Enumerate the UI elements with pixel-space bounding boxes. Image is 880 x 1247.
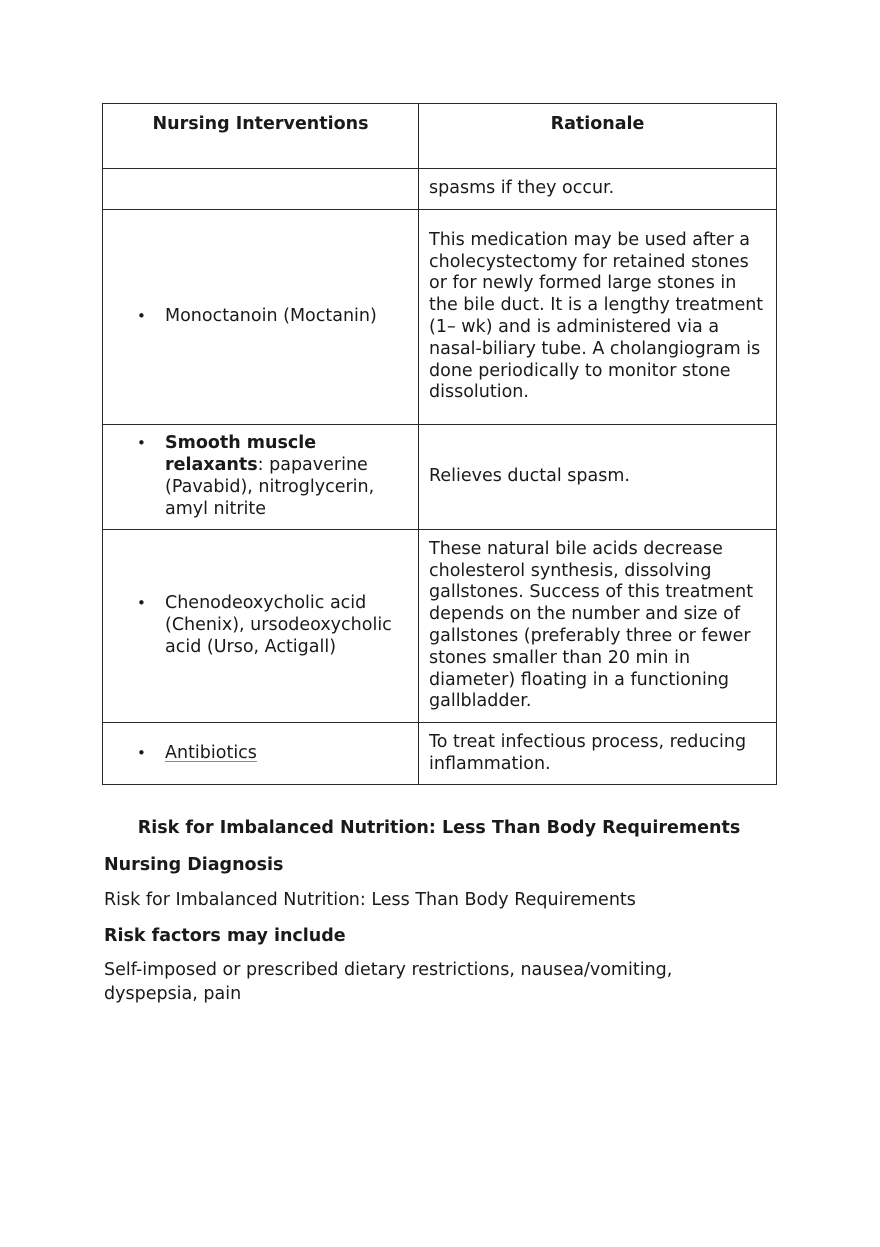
header-rationale: Rationale <box>419 104 777 169</box>
risk-factors-text: Self-imposed or prescribed dietary restrictions, nausea/vomiting, dyspepsia, pain <box>104 960 673 1004</box>
table-row <box>103 210 777 425</box>
intervention-cell <box>103 530 419 723</box>
section-title: Risk for Imbalanced Nutrition: Less Than Body Requirements <box>137 818 741 838</box>
intervention-text: Monoctanoin (Moctanin) <box>165 306 377 327</box>
table-row <box>103 425 777 530</box>
intervention-cell <box>103 425 419 530</box>
bullet-icon: • <box>137 594 146 613</box>
header-interventions: Nursing Interventions <box>103 104 419 169</box>
intervention-bold-label: Smooth muscle relaxants <box>165 433 317 476</box>
table-row <box>103 169 777 210</box>
table-header-row <box>103 104 777 169</box>
rationale-cell: This medication may be used after a cholecystectomy for retained stones or for newly formed large stones in the bile duct. It is a lengthy treatment (1– wk) and is administered via a nasal-biliary tube. A cholangiogram is done periodically to monitor stone dissolution. <box>419 210 777 425</box>
bullet-icon: • <box>137 743 146 762</box>
table-row <box>103 530 777 723</box>
intervention-text: Chenodeoxycholic acid (Chenix), ursodeoxycholic acid (Urso, Actigall) <box>165 593 392 657</box>
care-plan-table <box>102 103 777 785</box>
intervention-cell <box>103 723 419 785</box>
intervention-text <box>165 433 410 520</box>
diagnosis-heading: Nursing Diagnosis <box>104 855 284 875</box>
bullet-icon: • <box>137 307 146 326</box>
rationale-cell: These natural bile acids decrease cholesterol synthesis, dissolving gallstones. Success of this treatment depends on the number and size of gallstones (preferably three or fewer stones smaller than 20 min in diameter) floating in a functioning gallbladder. <box>419 530 777 723</box>
intervention-cell <box>103 210 419 425</box>
rationale-cell: spasms if they occur. <box>419 169 777 210</box>
intervention-detail: : papaverine (Pavabid), nitroglycerin, amyl nitrite <box>165 455 375 519</box>
table-row <box>103 723 777 785</box>
bullet-icon: • <box>137 434 146 453</box>
antibiotics-link[interactable]: Antibiotics <box>165 742 257 763</box>
risk-factors-heading: Risk factors may include <box>104 926 346 946</box>
rationale-cell: To treat infectious process, reducing inflammation. <box>419 723 777 785</box>
rationale-cell: Relieves ductal spasm. <box>419 425 777 530</box>
intervention-cell-empty <box>103 169 419 210</box>
diagnosis-text: Risk for Imbalanced Nutrition: Less Than Body Requirements <box>104 890 636 910</box>
